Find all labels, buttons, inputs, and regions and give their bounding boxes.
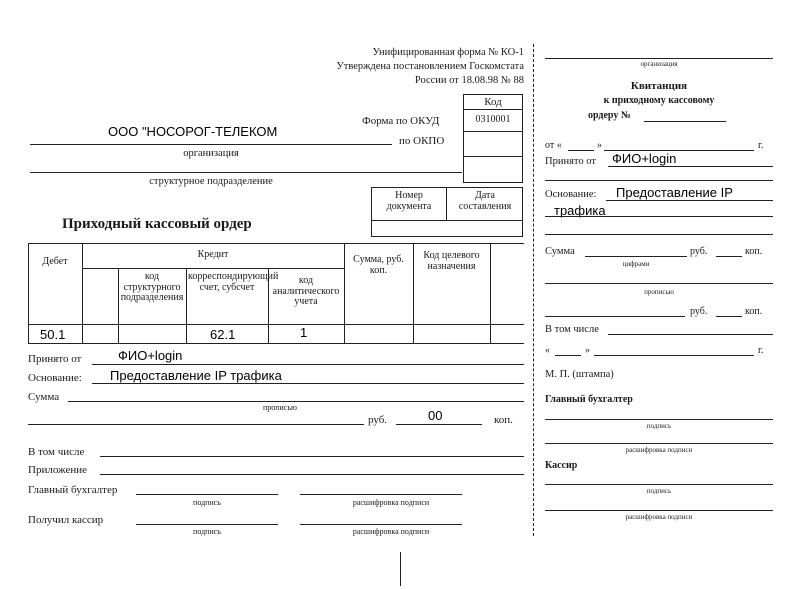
order-title: Приходный кассовый ордер bbox=[62, 216, 252, 232]
receipt-received-from-value: ФИО+login bbox=[612, 151, 677, 166]
chief-decoding-caption: расшифровка подписи bbox=[352, 498, 430, 507]
receipt-order-number-label: ордеру № bbox=[588, 110, 631, 121]
receipt-year-suffix-2: г. bbox=[758, 345, 764, 356]
row-corr-account: 62.1 bbox=[210, 327, 236, 342]
receipt-quote-close: » bbox=[585, 345, 590, 356]
sum-header: Сумма, руб. коп. bbox=[353, 254, 404, 276]
doc-number-label: Номер документа bbox=[386, 190, 432, 212]
receipt-stamp-label: М. П. (штампа) bbox=[545, 369, 614, 380]
receipt-received-from-label: Принято от bbox=[545, 156, 596, 167]
col-structural-code: код структурного подразделения bbox=[120, 271, 184, 303]
receipt-basis-value-2: трафика bbox=[554, 203, 606, 218]
receipt-date-close: » bbox=[597, 140, 602, 151]
receipt-cashier-label: Кассир bbox=[545, 460, 578, 471]
cashier-signature-caption: подпись bbox=[193, 527, 221, 536]
chief-accountant-label: Главный бухгалтер bbox=[28, 484, 118, 496]
code-header: Код bbox=[484, 96, 502, 108]
receipt-subtitle: к приходному кассовому bbox=[603, 95, 715, 106]
cut-line bbox=[533, 44, 534, 536]
receipt-chief-decoding-caption: расшифровка подписи bbox=[625, 446, 693, 454]
okud-value: 0310001 bbox=[475, 114, 511, 125]
col-corr-account: корреспондирующий счет, субсчет bbox=[188, 271, 279, 293]
receipt-basis-value-1: Предоставление IP bbox=[616, 185, 733, 200]
receipt-kop-label-2: коп. bbox=[745, 306, 763, 317]
receipt-date-open: от « bbox=[545, 140, 562, 151]
including-label: В том числе bbox=[28, 446, 85, 458]
kop-label: коп. bbox=[494, 414, 513, 426]
col-analytic-code: код аналитического учета bbox=[272, 275, 340, 307]
basis-value: Предоставление IP трафика bbox=[110, 368, 282, 383]
chief-signature-caption: подпись bbox=[193, 498, 221, 507]
receipt-rub-label: руб. bbox=[690, 246, 708, 257]
receipt-in-words-caption: прописью bbox=[644, 288, 674, 296]
form-line-3: России от 18.08.98 № 88 bbox=[414, 75, 524, 86]
cashier-label: Получил кассир bbox=[28, 514, 104, 526]
debet-header: Дебет bbox=[42, 256, 68, 267]
receipt-basis-label: Основание: bbox=[545, 189, 597, 200]
purpose-header: Код целевого назначения bbox=[423, 250, 480, 272]
receipt-digits-caption: цифрами bbox=[622, 260, 650, 268]
row-debet: 50.1 bbox=[40, 327, 66, 342]
cashier-decoding-caption: расшифровка подписи bbox=[352, 527, 430, 536]
form-line-2: Утверждена постановлением Госкомстата bbox=[336, 61, 524, 72]
organization-value: ООО "НОСОРОГ-ТЕЛЕКОМ bbox=[108, 124, 278, 139]
receipt-org-caption: организация bbox=[640, 60, 678, 68]
receipt-chief-signature-caption: подпись bbox=[646, 422, 672, 430]
in-words-caption: прописью bbox=[262, 403, 298, 412]
receipt-kop-label: коп. bbox=[745, 246, 763, 257]
form-line-1: Унифицированная форма № КО-1 bbox=[372, 47, 524, 58]
rub-label: руб. bbox=[368, 414, 388, 426]
receipt-title: Квитанция bbox=[630, 80, 688, 92]
receipt-year-suffix: г. bbox=[758, 140, 764, 151]
receipt-sum-label: Сумма bbox=[545, 246, 575, 257]
row-analytic: 1 bbox=[300, 325, 308, 340]
division-caption: структурное подразделение bbox=[149, 176, 273, 187]
receipt-rub-label-2: руб. bbox=[690, 306, 708, 317]
receipt-including-label: В том числе bbox=[545, 324, 599, 335]
okpo-label: по ОКПО bbox=[399, 135, 445, 147]
organization-caption: организация bbox=[183, 148, 239, 159]
receipt-cashier-signature-caption: подпись bbox=[646, 487, 672, 495]
fold-mark bbox=[400, 552, 401, 586]
receipt-chief-accountant-label: Главный бухгалтер bbox=[545, 394, 633, 405]
credit-header: Кредит bbox=[197, 249, 229, 260]
sum-label: Сумма bbox=[28, 391, 60, 403]
kop-value: 00 bbox=[428, 408, 443, 423]
doc-date-label: Дата составления bbox=[458, 190, 512, 212]
basis-label: Основание: bbox=[28, 372, 82, 384]
received-from-label: Принято от bbox=[28, 353, 82, 365]
attachment-label: Приложение bbox=[28, 464, 88, 476]
receipt-quote-open: « bbox=[545, 345, 550, 356]
received-from-value: ФИО+login bbox=[118, 348, 183, 363]
receipt-cashier-decoding-caption: расшифровка подписи bbox=[625, 513, 693, 521]
okud-label: Форма по ОКУД bbox=[362, 115, 440, 127]
